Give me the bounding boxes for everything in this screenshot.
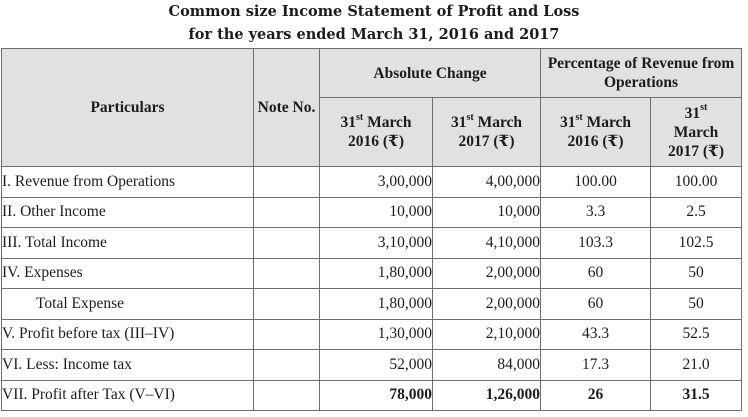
row-pct-2017: 102.5 (651, 228, 742, 259)
row-abs-2016: 3,00,000 (320, 167, 433, 198)
row-label: VI. Less: Income tax (2, 350, 254, 381)
row-pct-2017: 31.5 (651, 380, 742, 411)
date-suffix: st (700, 102, 708, 114)
row-abs-2017: 4,10,000 (433, 228, 541, 259)
row-pct-2016: 3.3 (541, 197, 651, 228)
date-day: 31 (340, 114, 356, 131)
row-pct-2016: 103.3 (541, 228, 651, 259)
date-suffix: st (466, 111, 474, 123)
row-abs-2016: 52,000 (320, 350, 433, 381)
row-note (254, 167, 320, 198)
row-pct-2016: 26 (541, 380, 651, 411)
row-note (254, 228, 320, 259)
row-abs-2017: 1,26,000 (433, 380, 541, 411)
row-pct-2017: 50 (651, 289, 742, 320)
statement-title-line-1: Common size Income Statement of Profit and Loss (168, 3, 580, 20)
row-abs-2017: 2,00,000 (433, 258, 541, 289)
year-label-2017: 2017 (₹) (458, 133, 515, 150)
row-pct-2016: 100.00 (541, 167, 651, 198)
table-row-total (2, 380, 742, 411)
header-abs-2016 (320, 98, 433, 167)
row-note (254, 258, 320, 289)
date-month: March (477, 114, 523, 131)
row-abs-2016: 1,80,000 (320, 258, 433, 289)
header-percentage-of-revenue: Percentage of Revenue from Operations (541, 49, 742, 98)
year-label-2017: 2017 (₹) (668, 142, 724, 160)
date-day: 31 (684, 104, 701, 122)
year-label-2016: 2016 (₹) (567, 133, 624, 150)
row-label: V. Profit before tax (III–IV) (2, 319, 254, 350)
date-day: 31 (450, 114, 467, 131)
date-suffix: st (355, 111, 364, 123)
date-month: March (673, 123, 719, 141)
header-particulars: Particulars (2, 49, 254, 167)
row-abs-2017: 2,10,000 (433, 319, 541, 350)
header-pct-2016 (541, 98, 651, 167)
row-pct-2017: 21.0 (651, 350, 742, 381)
row-label: III. Total Income (2, 228, 254, 259)
row-abs-2016: 78,000 (320, 380, 433, 411)
row-note (254, 197, 320, 228)
row-abs-2017: 2,00,000 (433, 289, 541, 320)
row-pct-2017: 52.5 (651, 319, 742, 350)
row-abs-2016: 1,80,000 (320, 289, 433, 320)
row-pct-2016: 43.3 (541, 319, 651, 350)
table-row (2, 258, 742, 289)
date-month: March (367, 114, 412, 131)
row-pct-2016: 17.3 (541, 350, 651, 381)
row-pct-2016: 60 (541, 289, 651, 320)
row-pct-2017: 50 (651, 258, 742, 289)
header-note-no: Note No. (254, 49, 320, 167)
income-statement-table (1, 48, 742, 411)
date-month: March (586, 114, 632, 131)
row-note (254, 380, 320, 411)
date-suffix: st (575, 111, 583, 123)
row-pct-2016: 60 (541, 258, 651, 289)
date-day: 31 (559, 114, 576, 131)
header-absolute-change: Absolute Change (320, 49, 541, 98)
row-abs-2016: 1,30,000 (320, 319, 433, 350)
table-row (2, 289, 742, 320)
row-abs-2016: 3,10,000 (320, 228, 433, 259)
row-label: II. Other Income (2, 197, 254, 228)
row-note (254, 319, 320, 350)
row-label: Total Expense (2, 289, 254, 320)
row-note (254, 350, 320, 381)
year-label-2016: 2016 (₹) (348, 133, 404, 150)
table-row (2, 167, 742, 198)
table-row (2, 319, 742, 350)
row-label: I. Revenue from Operations (2, 167, 254, 198)
row-abs-2017: 10,000 (433, 197, 541, 228)
row-pct-2017: 2.5 (651, 197, 742, 228)
table-row (2, 350, 742, 381)
row-abs-2016: 10,000 (320, 197, 433, 228)
header-abs-2017 (433, 98, 541, 167)
row-label: VII. Profit after Tax (V–VI) (2, 380, 254, 411)
row-abs-2017: 4,00,000 (433, 167, 541, 198)
row-note (254, 289, 320, 320)
table-row (2, 228, 742, 259)
row-abs-2017: 84,000 (433, 350, 541, 381)
row-pct-2017: 100.00 (651, 167, 742, 198)
header-pct-2017 (651, 98, 742, 167)
table-row (2, 197, 742, 228)
statement-title-line-2: for the years ended March 31, 2016 and 2017 (188, 26, 560, 43)
row-label: IV. Expenses (2, 258, 254, 289)
